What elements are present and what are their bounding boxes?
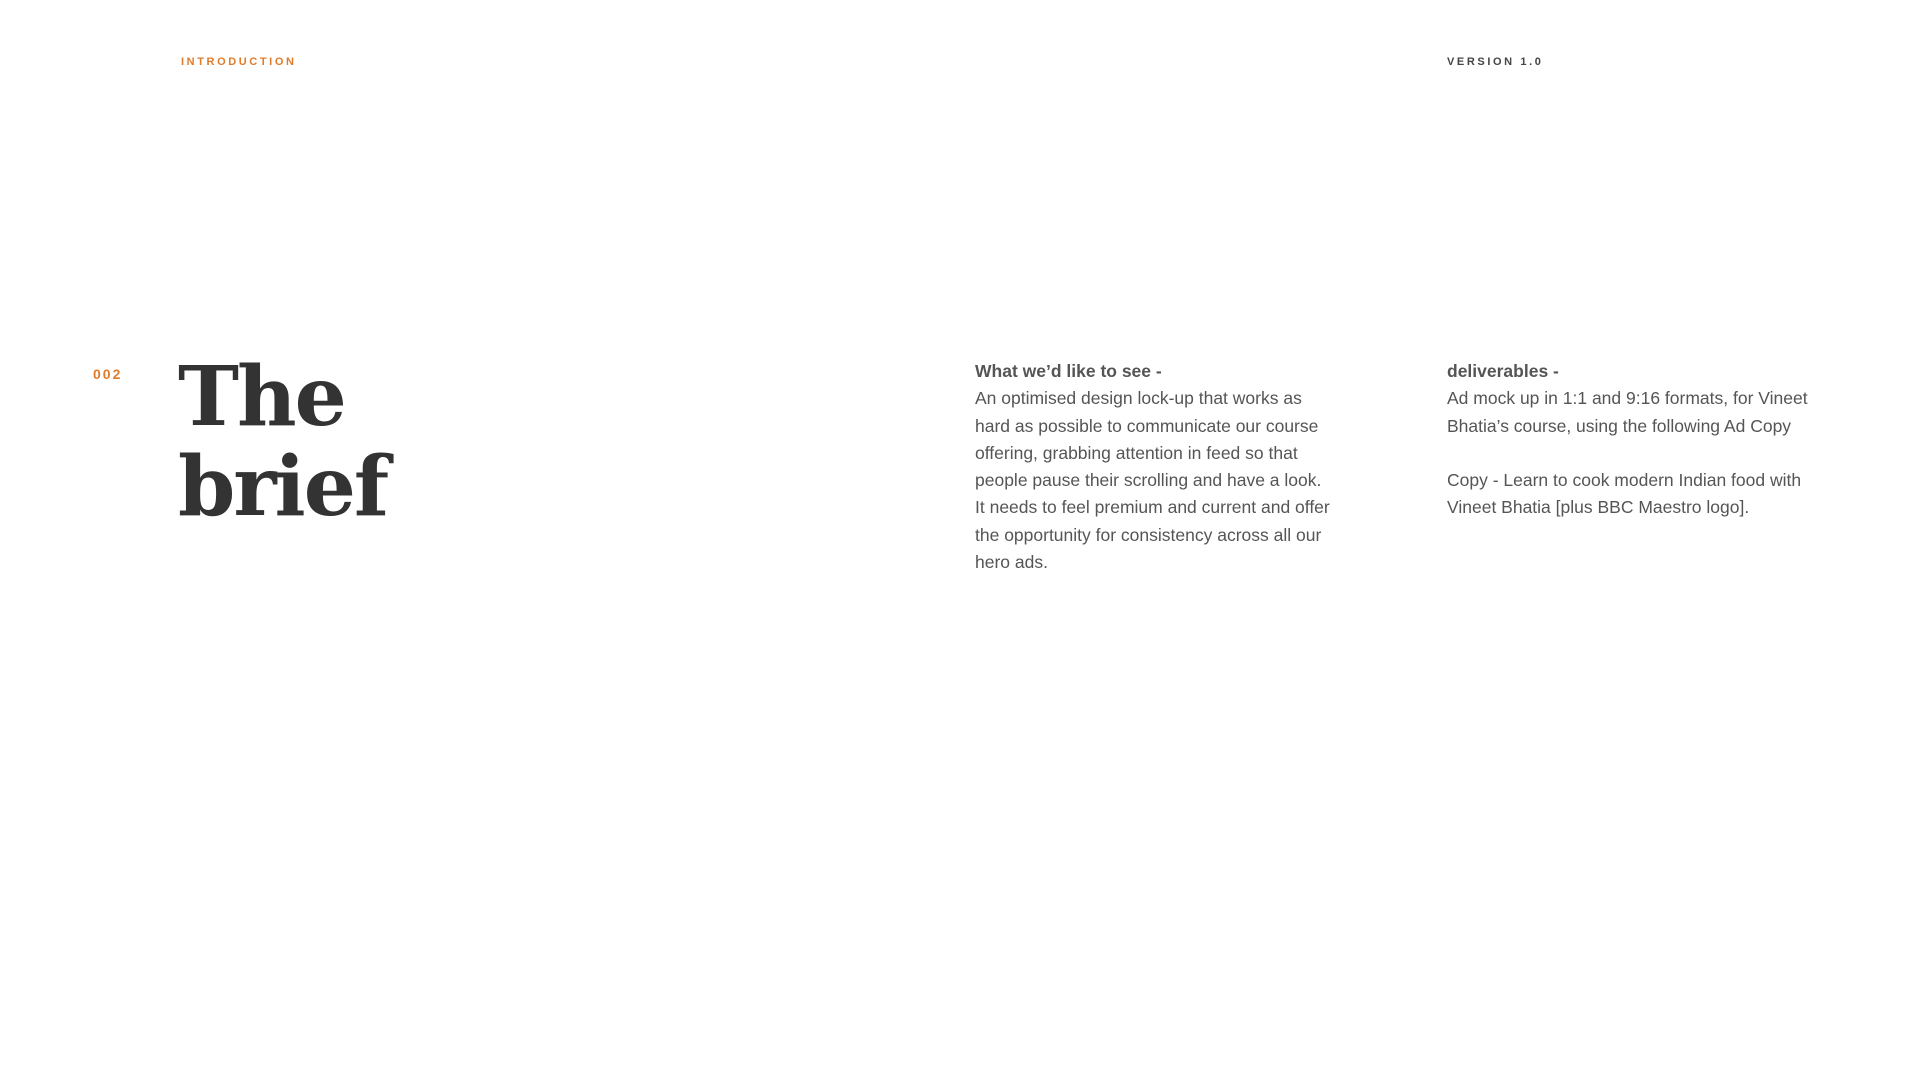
section-label: INTRODUCTION xyxy=(181,56,297,68)
wishlist-body: An optimised design lock-up that works as hard as possible to communicate our course offering, grabbing attention in feed so that people pause their scrolling and have a look. It needs to feel premium and current and offer the opportunity for consistency across all our hero ads. xyxy=(975,388,1330,573)
page-number: 002 xyxy=(93,366,123,382)
paragraph-spacer xyxy=(1447,440,1817,467)
title-line-1: The xyxy=(178,349,345,445)
ad-copy-text: Copy - Learn to cook modern Indian food with Vineet Bhatia [plus BBC Maestro logo]. xyxy=(1447,470,1802,518)
wishlist-heading: What we’d like to see - xyxy=(975,361,1162,381)
wishlist-column xyxy=(975,358,1335,576)
version-label: VERSION 1.0 xyxy=(1447,56,1544,68)
deliverables-body: Ad mock up in 1:1 and 9:16 formats, for Vineet Bhatia’s course, using the following Ad Copy xyxy=(1447,388,1808,436)
page-title xyxy=(178,349,388,535)
title-line-2: brief xyxy=(178,439,388,535)
deliverables-heading: deliverables - xyxy=(1447,361,1559,381)
deliverables-column xyxy=(1447,358,1817,522)
